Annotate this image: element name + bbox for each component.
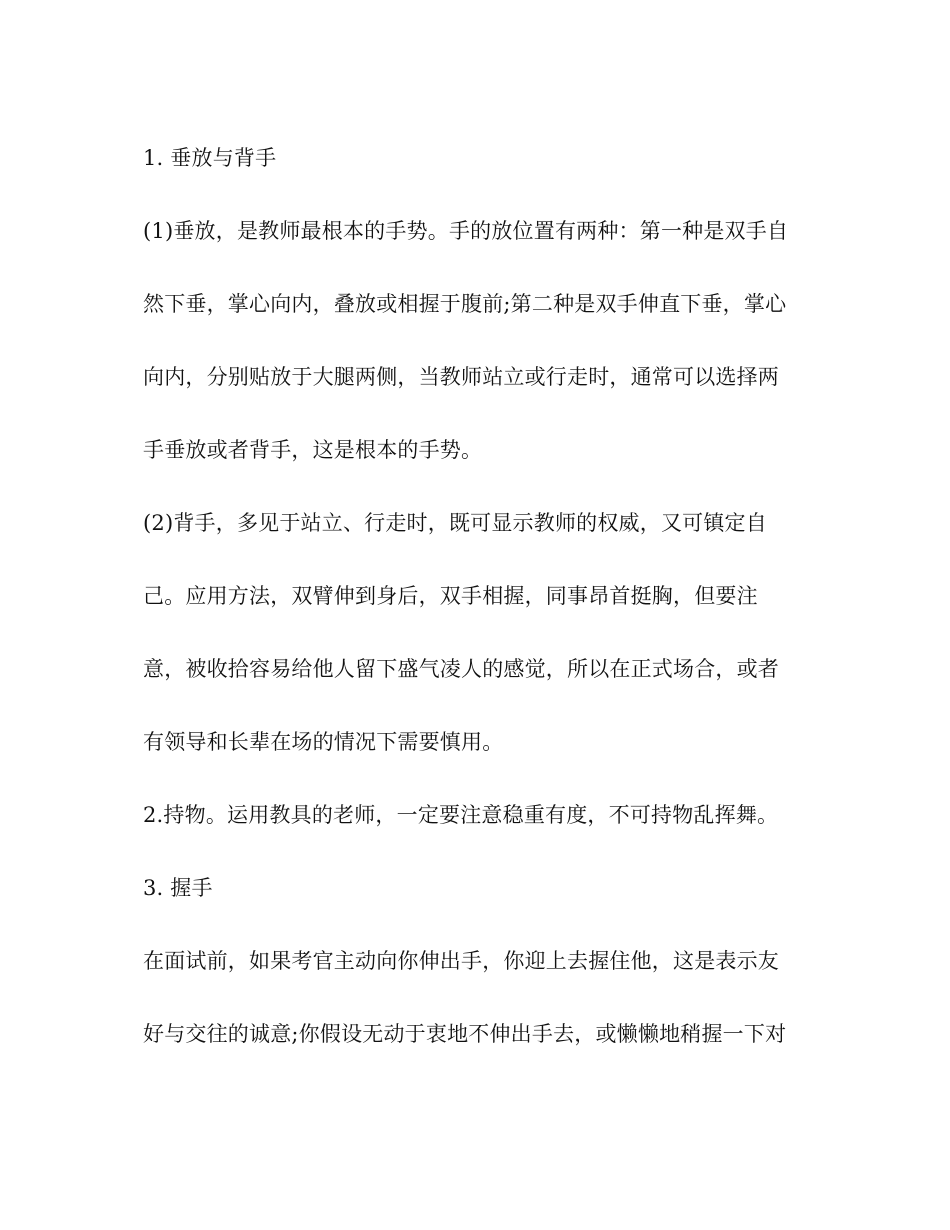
paragraph-line: 在面试前，如果考官主动向你伸出手，你迎上去握住他，这是表示友: [143, 949, 779, 973]
paragraph-line: 己。应用方法，双臂伸到身后，双手相握，同事昂首挺胸，但要注: [143, 584, 758, 608]
paragraph-line: 有领导和长辈在场的情况下需要慎用。: [143, 730, 504, 754]
heading-1: 1. 垂放与背手: [143, 146, 277, 170]
paragraph-line: 向内，分别贴放于大腿两侧，当教师站立或行走时，通常可以选择两: [143, 365, 779, 389]
paragraph-line: 手垂放或者背手，这是根本的手势。: [143, 438, 483, 462]
paragraph-line: (2)背手，多见于站立、行走时，既可显示教师的权威，又可镇定自: [143, 511, 767, 535]
paragraph-line: 然下垂，掌心向内，叠放或相握于腹前;第二种是双手伸直下垂，掌心: [143, 292, 787, 316]
paragraph-line: 2.持物。运用教具的老师，一定要注意稳重有度，不可持物乱挥舞。: [143, 803, 779, 827]
paragraph-line: 意，被收拾容易给他人留下盛气凌人的感觉，所以在正式场合，或者: [143, 657, 779, 681]
paragraph-line: (1)垂放，是教师最根本的手势。手的放位置有两种：第一种是双手自: [143, 219, 789, 243]
paragraph-line: 好与交往的诚意;你假设无动于衷地不伸出手去，或懒懒地稍握一下对: [143, 1022, 787, 1046]
heading-3: 3. 握手: [143, 876, 213, 900]
